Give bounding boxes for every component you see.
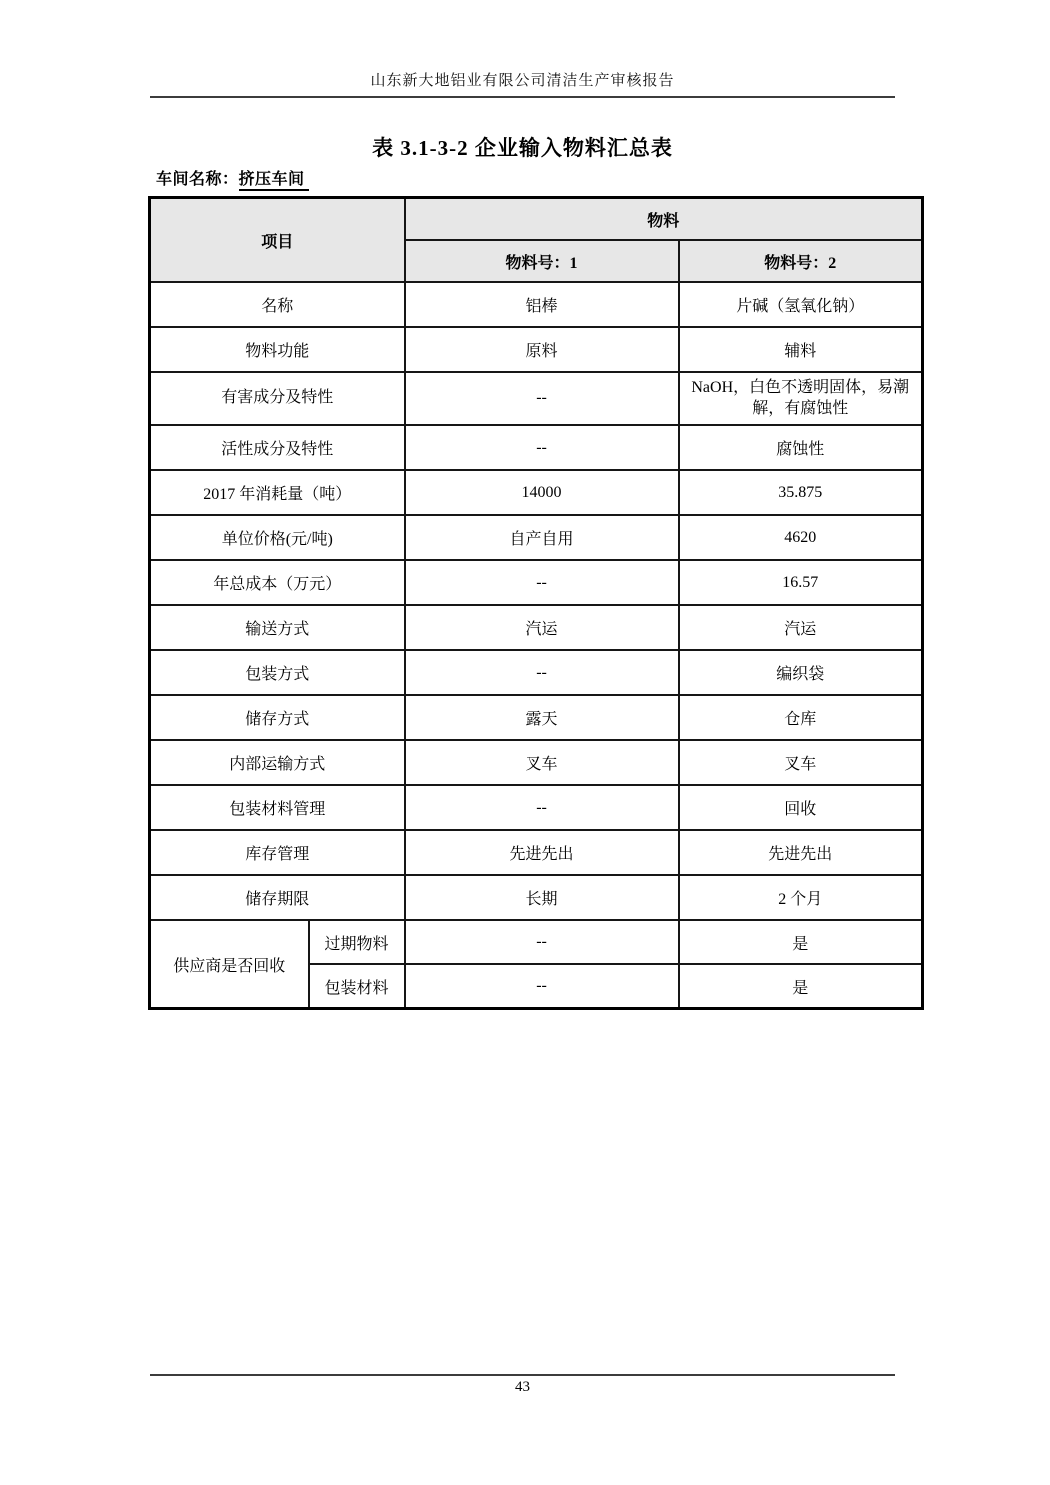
table-row xyxy=(150,785,923,830)
cell-material-1: -- xyxy=(405,964,679,1009)
supplier-recovery-sublabel: 包装材料 xyxy=(309,964,405,1009)
cell-material-2: 汽运 xyxy=(679,605,923,650)
row-label: 储存期限 xyxy=(150,875,405,920)
supplier-recovery-row xyxy=(150,920,923,964)
row-label: 内部运输方式 xyxy=(150,740,405,785)
cell-material-1: -- xyxy=(405,560,679,605)
cell-material-2: 16.57 xyxy=(679,560,923,605)
row-label: 物料功能 xyxy=(150,327,405,372)
cell-material-2: 4620 xyxy=(679,515,923,560)
cell-material-1: 叉车 xyxy=(405,740,679,785)
table-row xyxy=(150,560,923,605)
table-row xyxy=(150,695,923,740)
page-number: 43 xyxy=(515,1379,530,1395)
table-row xyxy=(150,740,923,785)
cell-material-2: 编织袋 xyxy=(679,650,923,695)
cell-material-1: -- xyxy=(405,920,679,964)
table-row xyxy=(150,830,923,875)
cell-material-1: -- xyxy=(405,650,679,695)
materials-table-body xyxy=(150,282,923,1009)
cell-material-2: 辅料 xyxy=(679,327,923,372)
workshop-name-value: 挤压车间 xyxy=(239,171,309,191)
cell-material-1: 自产自用 xyxy=(405,515,679,560)
cell-material-2: 是 xyxy=(679,920,923,964)
row-label: 年总成本（万元） xyxy=(150,560,405,605)
cell-material-2: 2 个月 xyxy=(679,875,923,920)
materials-table-head xyxy=(150,198,923,283)
table-row xyxy=(150,470,923,515)
cell-material-2: 片碱（氢氧化钠） xyxy=(679,282,923,327)
supplier-recovery-label: 供应商是否回收 xyxy=(150,920,309,1009)
workshop-name-line xyxy=(156,166,309,189)
col-header-material-1: 物料号：1 xyxy=(405,240,679,282)
row-label: 单位价格(元/吨) xyxy=(150,515,405,560)
workshop-name-label: 车间名称： xyxy=(156,171,239,188)
cell-material-2: NaOH，白色不透明固体，易潮解，有腐蚀性 xyxy=(679,372,923,425)
table-row xyxy=(150,372,923,425)
cell-material-1: -- xyxy=(405,425,679,470)
row-label: 有害成分及特性 xyxy=(150,372,405,425)
col-header-material: 物料 xyxy=(405,198,923,241)
cell-material-2: 腐蚀性 xyxy=(679,425,923,470)
cell-material-1: 汽运 xyxy=(405,605,679,650)
row-label: 库存管理 xyxy=(150,830,405,875)
cell-material-1: 原料 xyxy=(405,327,679,372)
table-row xyxy=(150,425,923,470)
cell-material-1: -- xyxy=(405,785,679,830)
table-row xyxy=(150,282,923,327)
materials-table xyxy=(148,196,924,1010)
table-row xyxy=(150,650,923,695)
footer-divider xyxy=(150,1374,895,1376)
row-label: 包装方式 xyxy=(150,650,405,695)
row-label: 名称 xyxy=(150,282,405,327)
table-row xyxy=(150,515,923,560)
row-label: 包装材料管理 xyxy=(150,785,405,830)
header-divider xyxy=(150,96,895,98)
cell-material-1: 14000 xyxy=(405,470,679,515)
cell-material-1: 先进先出 xyxy=(405,830,679,875)
cell-material-1: 长期 xyxy=(405,875,679,920)
row-label: 输送方式 xyxy=(150,605,405,650)
table-row xyxy=(150,327,923,372)
supplier-recovery-sublabel: 过期物料 xyxy=(309,920,405,964)
cell-material-2: 叉车 xyxy=(679,740,923,785)
col-header-item: 项目 xyxy=(150,198,405,283)
table-title: 表 3.1-3-2 企业输入物料汇总表 xyxy=(372,136,673,160)
cell-material-1: 铝棒 xyxy=(405,282,679,327)
row-label: 活性成分及特性 xyxy=(150,425,405,470)
page-header-title: 山东新大地铝业有限公司清洁生产审核报告 xyxy=(370,73,675,89)
header-row-1 xyxy=(150,198,923,241)
cell-material-2: 仓库 xyxy=(679,695,923,740)
cell-material-2: 35.875 xyxy=(679,470,923,515)
cell-material-1: -- xyxy=(405,372,679,425)
cell-material-2: 回收 xyxy=(679,785,923,830)
cell-material-2: 先进先出 xyxy=(679,830,923,875)
row-label: 2017 年消耗量（吨） xyxy=(150,470,405,515)
col-header-material-2: 物料号：2 xyxy=(679,240,923,282)
table-row xyxy=(150,875,923,920)
table-row xyxy=(150,605,923,650)
cell-material-2: 是 xyxy=(679,964,923,1009)
cell-material-1: 露天 xyxy=(405,695,679,740)
row-label: 储存方式 xyxy=(150,695,405,740)
